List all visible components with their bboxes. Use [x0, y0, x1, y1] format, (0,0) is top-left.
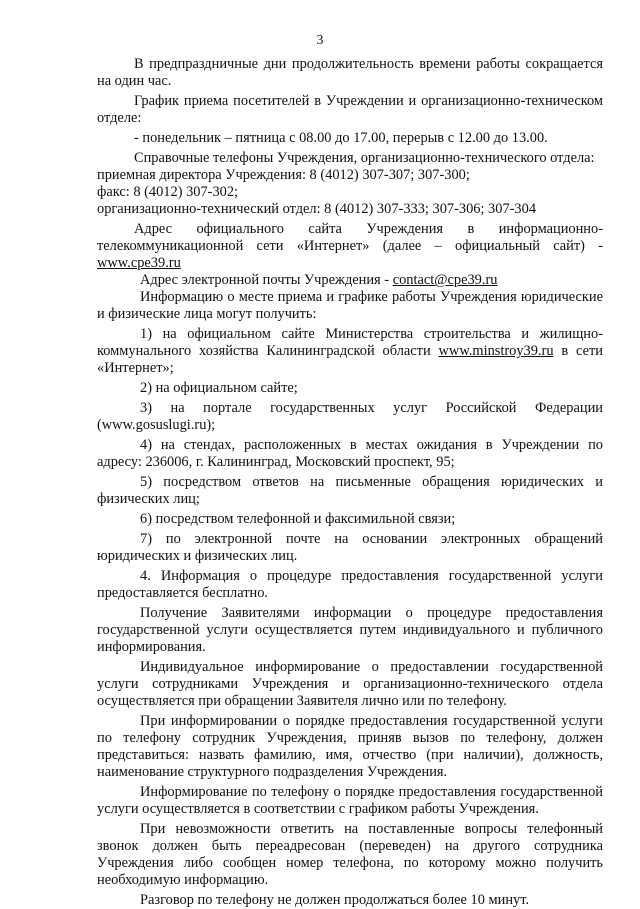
paragraph-source-4: 4) на стендах, расположенных в местах ожидания в Учреждении по адресу: 236006, г. Калининград, Московский проспект, 95; — [97, 437, 603, 470]
paragraph-info-sources: Информацию о месте приема и графике работы Учреждения юридические и физические лица могут получить: — [97, 289, 603, 322]
document-body — [97, 56, 603, 909]
official-site-link[interactable]: www.cpe39.ru — [97, 255, 181, 271]
paragraph-reference-phones: Справочные телефоны Учреждения, организационно-технического отдела: — [134, 150, 595, 166]
paragraph-free-info: 4. Информация о процедуре предоставления государственной услуги предоставляется бесплатно. — [97, 568, 603, 601]
paragraph-phone-schedule: Информирование по телефону о порядке предоставления государственной услуги осуществляется в соответствии с графиком работы Учреждения. — [97, 784, 603, 817]
paragraph-call-redirect: При невозможности ответить на поставленные вопросы телефонный звонок должен быть переадресован (переведен) на другого сотрудника Учреждения либо сообщен номер телефона, по которому можно получить необходимую информацию. — [97, 821, 603, 888]
paragraph-reception-schedule: График приема посетителей в Учреждении и организационно-техническом отделе: — [97, 93, 603, 126]
paragraph-source-3: 3) на портале государственных услуг Российской Федерации (www.gosuslugi.ru); — [97, 400, 603, 433]
email-link[interactable]: contact@cpe39.ru — [392, 272, 498, 288]
source-1-text: 1) на официальном сайте Министерства строительства и жилищно-коммунального хозяйства Калининградской области — [97, 326, 603, 359]
paragraph-source-1 — [97, 326, 603, 377]
paragraph-weekday-hours: - понедельник – пятница с 08.00 до 17.00, перерыв с 12.00 до 13.00. — [134, 130, 548, 146]
paragraph-technical-dept-phone: организационно-технический отдел: 8 (4012) 307-333; 307-306; 307-304 — [97, 201, 537, 217]
paragraph-source-2: 2) на официальном сайте; — [140, 380, 298, 396]
paragraph-phone-procedure: При информировании о порядке предоставления государственной услуги по телефону сотрудник Учреждения, приняв вызов по телефону, должен представиться: назвать фамилию, имя, отчество (при наличии), должность, наименование структурного подразделения Учреждения. — [97, 713, 603, 780]
paragraph-source-6: 6) посредством телефонной и факсимильной связи; — [140, 511, 456, 527]
paragraph-email — [97, 272, 603, 289]
paragraph-call-duration: Разговор по телефону не должен продолжаться более 10 минут. — [140, 892, 530, 908]
minstroy-link[interactable]: www.minstroy39.ru — [438, 343, 554, 359]
paragraph-source-7: 7) по электронной почте на основании электронных обращений юридических и физических лиц. — [97, 531, 603, 564]
paragraph-official-site — [97, 221, 603, 272]
paragraph-source-5: 5) посредством ответов на письменные обращения юридических и физических лиц; — [97, 474, 603, 507]
official-site-text: Адрес официального сайта Учреждения в информационно-телекоммуникационной сети «Интернет» (далее – официальный сайт) - — [97, 221, 603, 254]
source-1-tail: в сети «Интернет»; — [97, 343, 603, 376]
email-text: Адрес электронной почты Учреждения - — [140, 272, 390, 288]
paragraph-director-phone: приемная директора Учреждения: 8 (4012) 307-307; 307-300; — [97, 167, 470, 183]
paragraph-fax: факс: 8 (4012) 307-302; — [97, 184, 239, 200]
paragraph-individual-info: Индивидуальное информирование о предоставлении государственной услуги сотрудниками Учреждения и организационно-технического отдела осуществляется при обращении Заявителя лично или по телефону. — [97, 659, 603, 709]
paragraph-info-methods: Получение Заявителями информации о процедуре предоставления государственной услуги осуществляется путем индивидуального и публичного информирования. — [97, 605, 603, 655]
page-number: 3 — [316, 33, 324, 48]
paragraph-pre-holiday-hours: В предпраздничные дни продолжительность времени работы сокращается на один час. — [97, 56, 603, 89]
